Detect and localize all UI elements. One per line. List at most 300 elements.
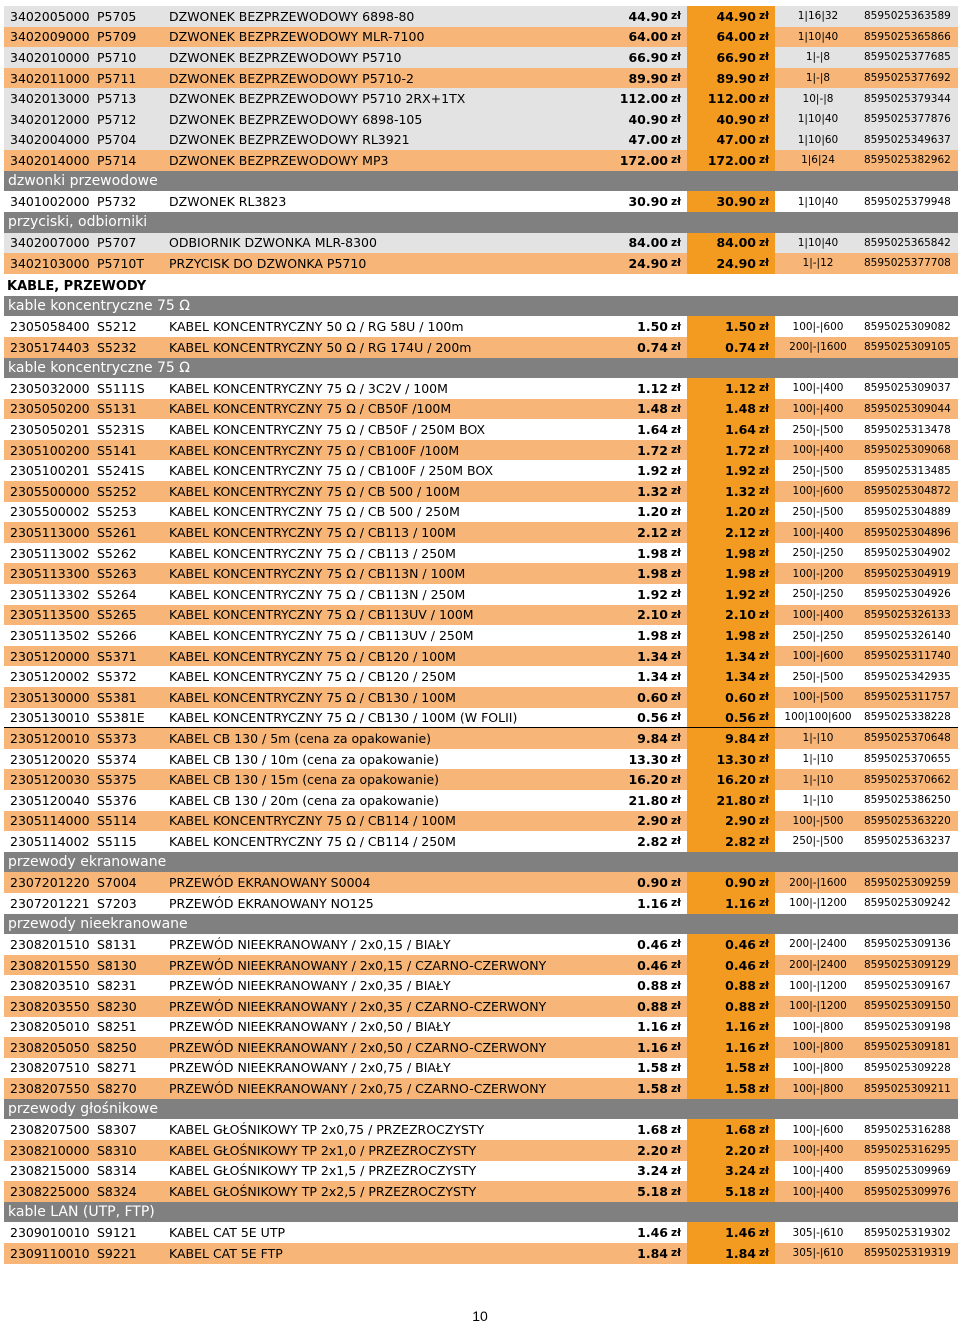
- product-symbol: S5374: [97, 751, 137, 767]
- table-row: [4, 1243, 958, 1264]
- package-quantity: 1|-|10: [802, 773, 834, 786]
- net-price: [601, 1222, 687, 1243]
- price-value: 0.46: [725, 957, 756, 973]
- net-price: [601, 233, 687, 254]
- ean-code: 8595025365866: [864, 30, 951, 43]
- price-value: 1.98: [725, 628, 756, 644]
- product-name: PRZEWÓD NIEEKRANOWANY / 2x0,15 / BIAŁY: [169, 936, 451, 952]
- price-value: 0.46: [637, 936, 668, 952]
- product-symbol: S5264: [97, 586, 137, 602]
- product-code: 2308207510: [10, 1060, 90, 1076]
- currency-label: zł: [670, 236, 681, 249]
- table-row: [4, 1161, 958, 1182]
- gross-price: [687, 543, 775, 564]
- table-row: [4, 1119, 958, 1140]
- ean-code: 8595025311740: [864, 650, 951, 663]
- currency-label: zł: [758, 753, 769, 766]
- gross-price: [687, 666, 775, 687]
- product-code: 2305113302: [10, 586, 90, 602]
- product-symbol: P5710T: [97, 255, 144, 271]
- currency-label: zł: [758, 876, 769, 889]
- product-name: KABEL CAT 5E UTP: [169, 1225, 286, 1241]
- product-symbol: S7203: [97, 895, 137, 911]
- currency-label: zł: [670, 154, 681, 167]
- currency-label: zł: [758, 1000, 769, 1013]
- section-header: kable koncentryczne 75 Ω: [4, 296, 958, 317]
- price-value: 1.48: [637, 401, 668, 417]
- currency-label: zł: [758, 959, 769, 972]
- net-price: [601, 337, 687, 358]
- net-price: [601, 253, 687, 274]
- product-code: 2309010010: [10, 1225, 90, 1241]
- product-symbol: P5709: [97, 29, 137, 45]
- currency-label: zł: [758, 10, 769, 23]
- product-symbol: S5373: [97, 730, 137, 746]
- product-code: 3402004000: [10, 132, 90, 148]
- currency-label: zł: [670, 938, 681, 951]
- product-name: KABEL KONCENTRYCZNY 75 Ω / CB113 / 100M: [169, 525, 456, 541]
- ean-code: 8595025386250: [864, 794, 951, 807]
- gross-price: [687, 1181, 775, 1202]
- product-symbol: S5115: [97, 833, 137, 849]
- table-row: [4, 1181, 958, 1202]
- currency-label: zł: [670, 1020, 681, 1033]
- net-price: [601, 502, 687, 523]
- net-price: [601, 996, 687, 1017]
- section-header: przewody nieekranowane: [4, 914, 958, 935]
- currency-label: zł: [758, 588, 769, 601]
- net-price: [601, 790, 687, 811]
- ean-code: 8595025309167: [864, 979, 951, 992]
- product-symbol: S5252: [97, 483, 137, 499]
- price-value: 21.80: [628, 792, 668, 808]
- price-value: 0.56: [725, 709, 756, 725]
- product-symbol: S5141: [97, 442, 137, 458]
- product-code: 2305113000: [10, 525, 90, 541]
- currency-label: zł: [758, 320, 769, 333]
- product-name: PRZEWÓD EKRANOWANY NO125: [169, 895, 374, 911]
- currency-label: zł: [670, 794, 681, 807]
- gross-price: [687, 749, 775, 770]
- product-code: 2305500000: [10, 483, 90, 499]
- product-symbol: S5241S: [97, 463, 145, 479]
- currency-label: zł: [758, 1082, 769, 1095]
- package-quantity: 250|-|500: [792, 670, 844, 683]
- product-symbol: S8230: [97, 998, 137, 1014]
- price-value: 2.12: [725, 525, 756, 541]
- product-name: KABEL KONCENTRYCZNY 75 Ω / CB113N / 100M: [169, 566, 466, 582]
- package-quantity: 1|-|12: [802, 257, 834, 270]
- product-symbol: S8314: [97, 1163, 137, 1179]
- net-price: [601, 563, 687, 584]
- table-row: [4, 790, 958, 811]
- net-price: [601, 378, 687, 399]
- price-value: 40.90: [628, 111, 668, 127]
- section-header: kable koncentryczne 75 Ω: [4, 358, 958, 379]
- currency-label: zł: [758, 30, 769, 43]
- table-row: [4, 625, 958, 646]
- net-price: [601, 481, 687, 502]
- gross-price: [687, 1243, 775, 1264]
- section-header: przewody ekranowane: [4, 852, 958, 873]
- currency-label: zł: [758, 629, 769, 642]
- product-code: 3402013000: [10, 91, 90, 107]
- net-price: [601, 1078, 687, 1099]
- package-quantity: 100|-|500: [792, 814, 844, 827]
- product-code: 2305050200: [10, 401, 90, 417]
- price-value: 5.18: [637, 1184, 668, 1200]
- product-name: DZWONEK BEZPRZEWODOWY 6898-105: [169, 111, 423, 127]
- table-row: [4, 749, 958, 770]
- package-quantity: 1|-|10: [802, 732, 834, 745]
- price-value: 1.58: [725, 1081, 756, 1097]
- product-name: KABEL KONCENTRYCZNY 75 Ω / CB113UV / 100M: [169, 607, 474, 623]
- table-row: [4, 440, 958, 461]
- currency-label: zł: [670, 1144, 681, 1157]
- gross-price: [687, 769, 775, 790]
- ean-code: 8595025309259: [864, 876, 951, 889]
- package-quantity: 1|10|40: [797, 195, 839, 208]
- ean-code: 8595025309976: [864, 1185, 951, 1198]
- gross-price: [687, 687, 775, 708]
- price-value: 30.90: [628, 194, 668, 210]
- gross-price: [687, 708, 775, 728]
- price-value: 2.90: [637, 813, 668, 829]
- net-price: [601, 584, 687, 605]
- currency-label: zł: [758, 1164, 769, 1177]
- price-value: 2.10: [725, 607, 756, 623]
- ean-code: 8595025370655: [864, 753, 951, 766]
- price-value: 1.58: [637, 1060, 668, 1076]
- product-symbol: S5372: [97, 669, 137, 685]
- product-symbol: S8250: [97, 1039, 137, 1055]
- package-quantity: 100|-|400: [792, 444, 844, 457]
- product-symbol: S5111S: [97, 380, 145, 396]
- product-name: KABEL KONCENTRYCZNY 75 Ω / 3C2V / 100M: [169, 380, 448, 396]
- price-value: 66.90: [628, 49, 668, 65]
- gross-price: [687, 88, 775, 109]
- package-quantity: 200|-|1600: [789, 876, 847, 889]
- price-value: 172.00: [619, 152, 668, 168]
- currency-label: zł: [758, 1020, 769, 1033]
- product-symbol: S9121: [97, 1225, 137, 1241]
- product-code: 2305113502: [10, 628, 90, 644]
- product-name: DZWONEK BEZPRZEWODOWY 6898-80: [169, 8, 415, 24]
- product-name: PRZEWÓD NIEEKRANOWANY / 2x0,50 / BIAŁY: [169, 1019, 451, 1035]
- table-row: [4, 811, 958, 832]
- product-symbol: S5114: [97, 813, 137, 829]
- product-symbol: P5707: [97, 235, 137, 251]
- gross-price: [687, 872, 775, 893]
- price-value: 1.20: [637, 504, 668, 520]
- currency-label: zł: [670, 814, 681, 827]
- package-quantity: 1|10|40: [797, 30, 839, 43]
- price-value: 1.46: [725, 1225, 756, 1241]
- section-header: dzwonki przewodowe: [4, 171, 958, 192]
- ean-code: 8595025377708: [864, 257, 951, 270]
- net-price: [601, 47, 687, 68]
- gross-price: [687, 378, 775, 399]
- price-value: 1.68: [637, 1122, 668, 1138]
- net-price: [601, 316, 687, 337]
- product-name: KABEL KONCENTRYCZNY 75 Ω / CB130 / 100M (W FOLII): [169, 709, 518, 725]
- product-symbol: P5713: [97, 91, 137, 107]
- product-name: PRZEWÓD NIEEKRANOWANY / 2x0,50 / CZARNO-CZERWONY: [169, 1039, 547, 1055]
- product-code: 2305120040: [10, 792, 90, 808]
- price-list-table: [4, 6, 958, 1264]
- net-price: [601, 646, 687, 667]
- product-code: 2305500002: [10, 504, 90, 520]
- price-value: 21.80: [716, 792, 756, 808]
- package-quantity: 100|-|600: [792, 1123, 844, 1136]
- product-code: 2308225000: [10, 1184, 90, 1200]
- net-price: [601, 1161, 687, 1182]
- package-quantity: 100|-|800: [792, 1082, 844, 1095]
- gross-price: [687, 831, 775, 852]
- package-quantity: 250|-|250: [792, 547, 844, 560]
- ean-code: 8595025319319: [864, 1247, 951, 1260]
- currency-label: zł: [670, 382, 681, 395]
- product-symbol: P5732: [97, 194, 137, 210]
- product-name: KABEL GŁOŚNIKOWY TP 2x2,5 / PRZEZROCZYSTY: [169, 1184, 477, 1200]
- table-row: [4, 378, 958, 399]
- ean-code: 8595025309969: [864, 1164, 951, 1177]
- package-quantity: 100|-|400: [792, 382, 844, 395]
- gross-price: [687, 460, 775, 481]
- gross-price: [687, 955, 775, 976]
- package-quantity: 250|-|500: [792, 464, 844, 477]
- table-row: [4, 1140, 958, 1161]
- price-value: 1.72: [725, 442, 756, 458]
- price-value: 1.12: [637, 380, 668, 396]
- table-row: [4, 6, 958, 27]
- product-symbol: S5265: [97, 607, 137, 623]
- table-row: [4, 1017, 958, 1038]
- section-header: kable LAN (UTP, FTP): [4, 1202, 958, 1223]
- gross-price: [687, 790, 775, 811]
- gross-price: [687, 481, 775, 502]
- package-quantity: 100|-|1200: [789, 897, 847, 910]
- product-code: 2308210000: [10, 1142, 90, 1158]
- gross-price: [687, 440, 775, 461]
- product-code: 2307201220: [10, 875, 90, 891]
- gross-price: [687, 150, 775, 171]
- product-symbol: S5231S: [97, 422, 145, 438]
- ean-code: 8595025304919: [864, 567, 951, 580]
- product-symbol: S5212: [97, 319, 137, 335]
- package-quantity: 100|100|600: [784, 711, 852, 724]
- package-quantity: 100|-|500: [792, 691, 844, 704]
- product-symbol: P5710: [97, 49, 137, 65]
- table-row: [4, 233, 958, 254]
- table-row: [4, 316, 958, 337]
- currency-label: zł: [758, 773, 769, 786]
- net-price: [601, 1017, 687, 1038]
- currency-label: zł: [758, 835, 769, 848]
- net-price: [601, 811, 687, 832]
- product-name: KABEL KONCENTRYCZNY 75 Ω / CB 500 / 250M: [169, 504, 460, 520]
- product-symbol: S5262: [97, 545, 137, 561]
- product-symbol: S8310: [97, 1142, 137, 1158]
- product-name: KABEL KONCENTRYCZNY 75 Ω / CB100F /100M: [169, 442, 460, 458]
- net-price: [601, 605, 687, 626]
- price-value: 172.00: [707, 152, 756, 168]
- net-price: [601, 728, 687, 749]
- product-code: 2308205050: [10, 1039, 90, 1055]
- package-quantity: 100|-|400: [792, 526, 844, 539]
- price-value: 1.34: [725, 648, 756, 664]
- ean-code: 8595025379948: [864, 195, 951, 208]
- currency-label: zł: [670, 1185, 681, 1198]
- ean-code: 8595025377685: [864, 51, 951, 64]
- table-row: [4, 728, 958, 749]
- ean-code: 8595025304902: [864, 547, 951, 560]
- currency-label: zł: [758, 732, 769, 745]
- product-symbol: S5376: [97, 792, 137, 808]
- package-quantity: 100|-|1200: [789, 979, 847, 992]
- price-value: 2.82: [637, 833, 668, 849]
- currency-label: zł: [758, 608, 769, 621]
- price-value: 2.12: [637, 525, 668, 541]
- net-price: [601, 769, 687, 790]
- price-value: 3.24: [725, 1163, 756, 1179]
- price-value: 1.64: [637, 422, 668, 438]
- price-value: 1.12: [725, 380, 756, 396]
- product-symbol: S9221: [97, 1245, 137, 1261]
- package-quantity: 1|10|40: [797, 236, 839, 249]
- product-symbol: S8324: [97, 1184, 137, 1200]
- product-code: 2309110010: [10, 1245, 90, 1261]
- table-row: [4, 1058, 958, 1079]
- currency-label: zł: [758, 1247, 769, 1260]
- price-value: 1.92: [637, 586, 668, 602]
- table-row: [4, 605, 958, 626]
- currency-label: zł: [670, 92, 681, 105]
- currency-label: zł: [670, 51, 681, 64]
- currency-label: zł: [758, 1226, 769, 1239]
- table-row: [4, 522, 958, 543]
- price-value: 2.90: [725, 813, 756, 829]
- currency-label: zł: [670, 1041, 681, 1054]
- net-price: [601, 68, 687, 89]
- table-row: [4, 1037, 958, 1058]
- currency-label: zł: [670, 113, 681, 126]
- product-code: 2305120030: [10, 772, 90, 788]
- currency-label: zł: [758, 938, 769, 951]
- price-value: 84.00: [716, 235, 756, 251]
- product-symbol: S5232: [97, 339, 137, 355]
- product-name: KABEL KONCENTRYCZNY 75 Ω / CB113N / 250M: [169, 586, 466, 602]
- product-name: PRZEWÓD NIEEKRANOWANY / 2x0,75 / CZARNO-CZERWONY: [169, 1081, 547, 1097]
- product-code: 2308207500: [10, 1122, 90, 1138]
- price-value: 1.46: [637, 1225, 668, 1241]
- product-code: 3402103000: [10, 255, 90, 271]
- product-name: KABEL CB 130 / 15m (cena za opakowanie): [169, 772, 440, 788]
- table-row: [4, 666, 958, 687]
- table-row: [4, 646, 958, 667]
- currency-label: zł: [670, 876, 681, 889]
- product-name: ODBIORNIK DZWONKA MLR-8300: [169, 235, 377, 251]
- currency-label: zł: [758, 505, 769, 518]
- price-value: 1.92: [725, 586, 756, 602]
- currency-label: zł: [758, 670, 769, 683]
- price-value: 1.72: [637, 442, 668, 458]
- price-value: 0.46: [637, 957, 668, 973]
- currency-label: zł: [758, 650, 769, 663]
- product-name: KABEL KONCENTRYCZNY 75 Ω / CB113UV / 250M: [169, 628, 474, 644]
- currency-label: zł: [670, 588, 681, 601]
- ean-code: 8595025309228: [864, 1061, 951, 1074]
- product-symbol: P5705: [97, 8, 137, 24]
- net-price: [601, 150, 687, 171]
- price-value: 5.18: [725, 1184, 756, 1200]
- product-symbol: P5704: [97, 132, 137, 148]
- currency-label: zł: [758, 1123, 769, 1136]
- price-value: 1.34: [725, 669, 756, 685]
- currency-label: zł: [670, 753, 681, 766]
- currency-label: zł: [670, 773, 681, 786]
- currency-label: zł: [670, 402, 681, 415]
- product-name: KABEL GŁOŚNIKOWY TP 2x0,75 / PRZEZROCZYSTY: [169, 1122, 485, 1138]
- product-name: DZWONEK BEZPRZEWODOWY P5710: [169, 49, 402, 65]
- product-code: 2305100201: [10, 463, 90, 479]
- ean-code: 8595025304896: [864, 526, 951, 539]
- table-row: [4, 975, 958, 996]
- gross-price: [687, 191, 775, 212]
- currency-label: zł: [670, 897, 681, 910]
- net-price: [601, 419, 687, 440]
- package-quantity: 100|-|400: [792, 1144, 844, 1157]
- currency-label: zł: [670, 133, 681, 146]
- price-value: 1.64: [725, 422, 756, 438]
- product-name: PRZEWÓD NIEEKRANOWANY / 2x0,75 / BIAŁY: [169, 1060, 451, 1076]
- net-price: [601, 191, 687, 212]
- currency-label: zł: [758, 444, 769, 457]
- price-value: 64.00: [628, 29, 668, 45]
- ean-code: 8595025309211: [864, 1082, 951, 1095]
- price-value: 30.90: [716, 194, 756, 210]
- ean-code: 8595025365842: [864, 236, 951, 249]
- net-price: [601, 687, 687, 708]
- price-value: 13.30: [716, 751, 756, 767]
- gross-price: [687, 934, 775, 955]
- product-code: 3402014000: [10, 152, 90, 168]
- price-value: 1.98: [725, 566, 756, 582]
- product-symbol: S5381E: [97, 709, 145, 725]
- product-name: DZWONEK BEZPRZEWODOWY P5710-2: [169, 70, 414, 86]
- net-price: [601, 1243, 687, 1264]
- ean-code: 8595025304889: [864, 505, 951, 518]
- table-row: [4, 708, 958, 729]
- product-code: 2308201510: [10, 936, 90, 952]
- product-name: KABEL GŁOŚNIKOWY TP 2x1,5 / PRZEZROCZYSTY: [169, 1163, 477, 1179]
- price-value: 16.20: [716, 772, 756, 788]
- price-value: 0.46: [725, 936, 756, 952]
- gross-price: [687, 109, 775, 130]
- product-code: 2305174403: [10, 339, 90, 355]
- currency-label: zł: [758, 464, 769, 477]
- package-quantity: 250|-|500: [792, 505, 844, 518]
- package-quantity: 100|-|800: [792, 1061, 844, 1074]
- currency-label: zł: [758, 485, 769, 498]
- product-name: DZWONEK BEZPRZEWODOWY MLR-7100: [169, 29, 425, 45]
- product-name: PRZEWÓD EKRANOWANY S0004: [169, 875, 371, 891]
- price-value: 2.20: [637, 1142, 668, 1158]
- product-code: 2305114002: [10, 833, 90, 849]
- ean-code: 8595025309129: [864, 959, 951, 972]
- gross-price: [687, 130, 775, 151]
- currency-label: zł: [758, 154, 769, 167]
